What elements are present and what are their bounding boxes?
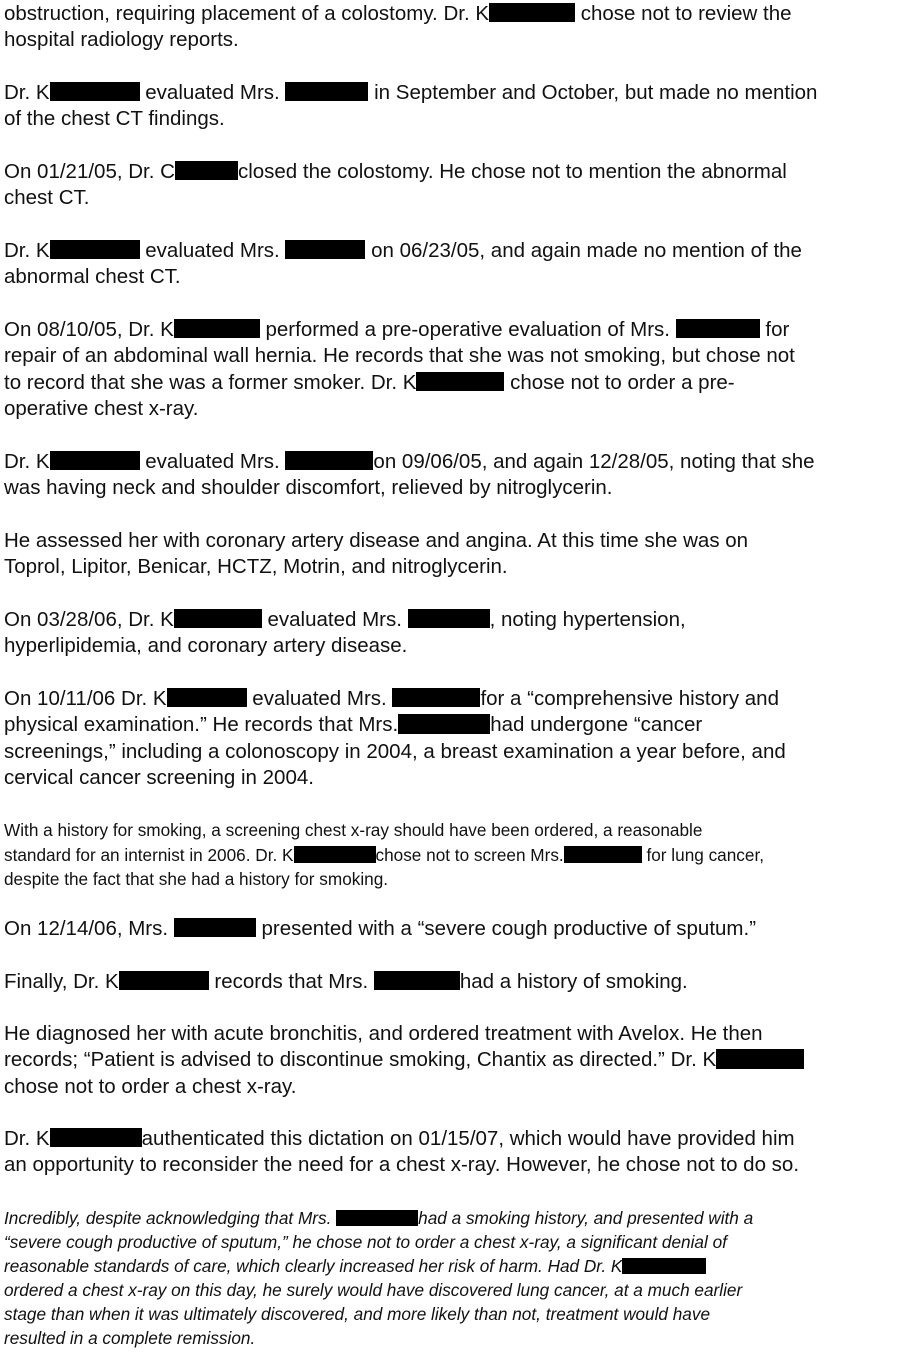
paragraph-neck-shoulder [4,449,815,502]
text-span: Dr. K [4,450,50,473]
paragraph-conclusion [4,1206,753,1350]
redaction-box [50,82,140,101]
paragraph-screening-standard [4,818,764,892]
redaction-box [167,688,247,707]
paragraph-sept-oct-evaluation [4,80,817,133]
redaction-box [716,1049,804,1068]
paragraph-comprehensive-history [4,686,786,791]
text-span: cervical cancer screening in 2004. [4,765,314,789]
redaction-box [285,240,365,259]
redaction-box [416,372,504,391]
redaction-box [408,609,490,628]
paragraph-severe-cough [4,916,756,942]
text-span: authenticated this dictation on 01/15/07, which would have provided him [141,1127,795,1150]
text-span: Incredibly, despite acknowledging that Mrs. [4,1208,337,1228]
text-span: evaluated Mrs. [139,81,286,104]
text-span: abnormal chest CT. [4,265,181,289]
paragraph-authenticated-dictation [4,1126,799,1179]
redaction-box [285,82,368,101]
text-span: despite the fact that she had a history for smoking. [4,869,389,889]
text-span: He assessed her with coronary artery disease and angina. At this time she was on [4,529,749,552]
redaction-box [175,161,238,180]
paragraph-preoperative-evaluation [4,317,795,422]
text-span: hospital radiology reports. [4,28,239,52]
text-span: closed the colostomy. He chose not to mention the abnormal [237,160,787,183]
redaction-box [285,451,373,470]
paragraph-smoking-history [4,969,688,995]
text-span: chest CT. [4,186,90,210]
paragraph-assessment [4,528,748,581]
text-span: Dr. K [4,1127,50,1150]
text-span: chose not to review the [575,2,792,25]
text-span: obstruction, requiring placement of a colostomy. Dr. K [4,2,490,25]
text-span: presented with a “severe cough productive of sputum.” [255,917,757,940]
text-span: chose not to screen Mrs. [375,844,564,865]
text-span: , noting hypertension, [489,608,686,631]
redaction-box [564,846,642,862]
text-span: to record that she was a former smoker. Dr. K [4,370,417,394]
text-span: operative chest x-ray. [4,396,199,420]
redaction-box [392,688,480,707]
redaction-box [50,1128,142,1147]
text-span: evaluated Mrs. [261,608,408,631]
redaction-box [398,714,490,733]
text-span: screenings,” including a colonoscopy in 2004, a breast examination a year before, and [4,739,786,763]
text-span: On 03/28/06, Dr. K [4,608,174,631]
redaction-box [50,240,140,259]
text-span: was having neck and shoulder discomfort, relieved by nitroglycerin. [4,476,613,500]
redaction-box [174,609,262,628]
redaction-box [622,1258,706,1274]
text-span: With a history for smoking, a screening chest x-ray should have been ordered, a reasonable [4,820,703,840]
text-span: Toprol, Lipitor, Benicar, HCTZ, Motrin, and nitroglycerin. [4,555,508,579]
text-span: standard for an internist in 2006. Dr. K [4,844,294,865]
text-span: “severe cough productive of sputum,” he chose not to order a chest x-ray, a significant denial of [4,1232,727,1252]
text-span: an opportunity to reconsider the need for a chest x-ray. However, he chose not to do so. [4,1153,800,1177]
redaction-box [50,451,140,470]
redaction-box [336,1210,418,1226]
text-span: evaluated Mrs. [246,687,393,710]
text-span: evaluated Mrs. [139,239,286,262]
paragraph-colostomy [4,1,792,54]
redaction-box [174,319,260,338]
text-span: evaluated Mrs. [139,450,286,473]
text-span: records; “Patient is advised to discontinue smoking, Chantix as directed.” Dr. K [4,1048,717,1072]
text-span: resulted in a complete remission. [4,1328,256,1348]
paragraph-colostomy-closed [4,159,787,212]
text-span: had a history of smoking. [459,970,688,993]
text-span: Finally, Dr. K [4,970,119,993]
text-span: had a smoking history, and presented with a [418,1208,754,1228]
text-span: physical examination.” He records that Mrs. [4,713,399,737]
text-span: records that Mrs. [208,970,374,993]
text-span: On 10/11/06 Dr. K [4,687,167,710]
text-span: for a “comprehensive history and [480,687,779,710]
redaction-box [676,319,760,338]
text-span: in September and October, but made no mention [368,81,818,104]
redaction-box [294,846,376,862]
text-span: On 01/21/05, Dr. C [4,160,175,183]
text-span: on 06/23/05, and again made no mention of the [365,239,802,262]
redaction-box [489,3,575,22]
text-span: chose not to order a pre- [504,370,735,394]
text-span: had undergone “cancer [490,713,703,737]
text-span: On 08/10/05, Dr. K [4,318,174,341]
text-span: reasonable standards of care, which clearly increased her risk of harm. Had Dr. K [4,1256,623,1276]
redaction-box [119,971,209,990]
paragraph-bronchitis-diagnosis [4,1021,804,1100]
redaction-box [374,971,460,990]
paragraph-032806-evaluation [4,607,686,660]
text-span: for lung cancer, [641,844,764,865]
text-span: on 09/06/05, and again 12/28/05, noting that she [373,450,815,473]
text-span: performed a pre-operative evaluation of Mrs. [259,318,676,341]
text-span: Dr. K [4,81,50,104]
text-span: of the chest CT findings. [4,107,225,131]
text-span: chose not to order a chest x-ray. [4,1074,297,1098]
text-span: On 12/14/06, Mrs. [4,917,174,940]
text-span: ordered a chest x-ray on this day, he surely would have discovered lung cancer, at a much earlier [4,1280,743,1300]
text-span: stage than when it was ultimately discovered, and more likely than not, treatment would have [4,1304,711,1324]
redaction-box [174,918,256,937]
text-span: Dr. K [4,239,50,262]
text-span: for [759,318,790,341]
paragraph-062305-evaluation [4,238,802,291]
text-span: hyperlipidemia, and coronary artery disease. [4,634,408,658]
text-span: repair of an abdominal wall hernia. He records that she was not smoking, but chose not [4,344,795,368]
text-span: He diagnosed her with acute bronchitis, and ordered treatment with Avelox. He then [4,1022,763,1045]
